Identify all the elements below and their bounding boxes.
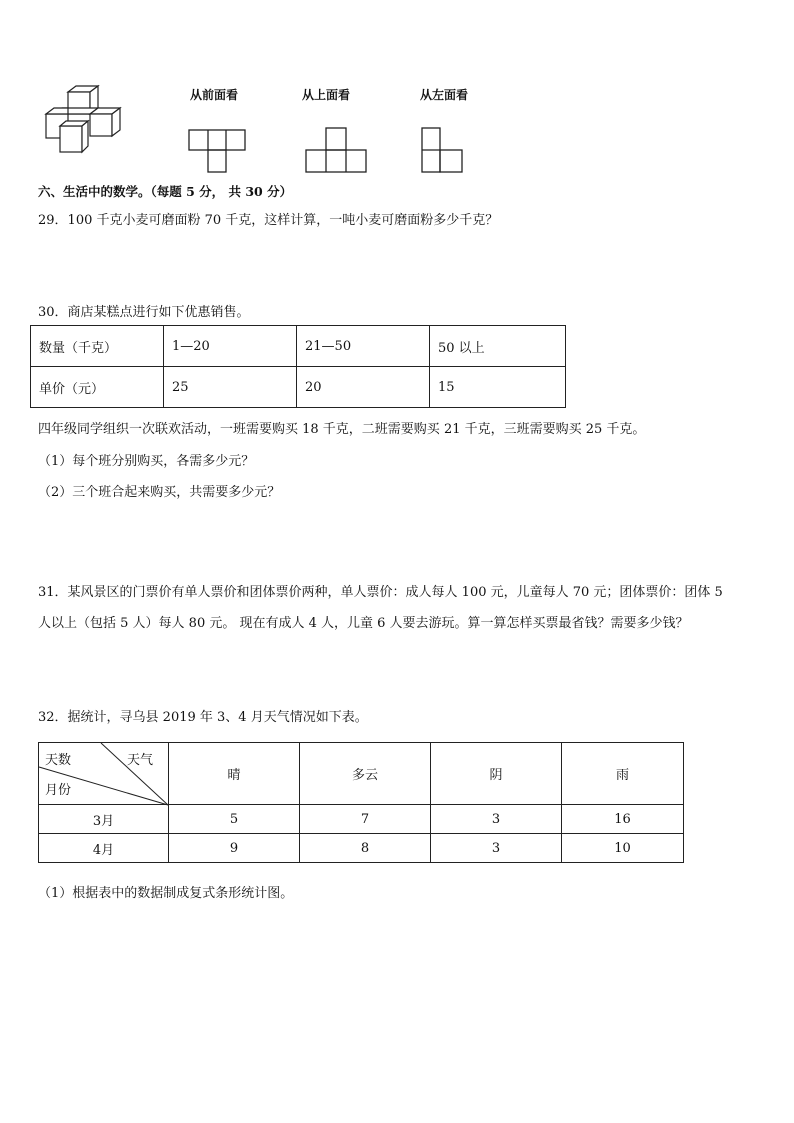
- table-cell: 20: [297, 367, 430, 408]
- question-29: 29．100 千克小麦可磨面粉 70 千克，这样计算，一吨小麦可磨面粉多少千克？: [38, 213, 499, 228]
- table-cell: 3: [431, 805, 562, 834]
- weather-header: 阴: [431, 743, 562, 805]
- table-cell: 21—50: [297, 326, 430, 367]
- table-header-row: [39, 743, 684, 805]
- question-30-intro: 30．商店某糕点进行如下优惠销售。: [38, 305, 250, 320]
- unit-price-header: 单价（元）: [31, 367, 164, 408]
- table-row: [39, 834, 684, 863]
- cube-solid-figure: [40, 84, 135, 156]
- table-cell: 5: [169, 805, 300, 834]
- front-view-drawing: [188, 128, 248, 174]
- question-30-description: 四年级同学组织一次联欢活动，一班需要购买 18 千克，二班需要购买 21 千克，三班需要购买 25 千克。: [38, 422, 646, 437]
- table-cell: 9: [169, 834, 300, 863]
- table-cell: 7: [300, 805, 431, 834]
- question-31-line2: 人以上（包括 5 人）每人 80 元。 现在有成人 4 人，儿童 6 人要去游玩。算一算怎样买票最省钱？需要多少钱？: [38, 616, 689, 631]
- table-cell: 3: [431, 834, 562, 863]
- question-30-sub2: （2）三个班合起来购买，共需要多少元？: [38, 485, 281, 500]
- corner-days-label: 天数: [45, 753, 72, 768]
- question-32-intro: 32．据统计，寻乌县 2019 年 3、4 月天气情况如下表。: [38, 710, 368, 725]
- question-30-sub1: （1）每个班分别购买，各需多少元？: [38, 454, 255, 469]
- top-view-drawing: [304, 126, 368, 174]
- table-cell: 15: [430, 367, 566, 408]
- weather-header: 多云: [300, 743, 431, 805]
- weather-header: 晴: [169, 743, 300, 805]
- table-cell: 25: [164, 367, 297, 408]
- table-row: [39, 805, 684, 834]
- table-cell: 50 以上: [430, 326, 566, 367]
- quantity-header: 数量（千克）: [31, 326, 164, 367]
- corner-weather-label: 天气: [127, 753, 154, 768]
- question-31-line1: 31．某风景区的门票价有单人票价和团体票价两种，单人票价：成人每人 100 元，儿童每人 70 元；团体票价：团体 5: [38, 585, 723, 600]
- left-view-drawing: [420, 126, 468, 174]
- weather-table: [38, 742, 684, 863]
- weather-header: 雨: [562, 743, 684, 805]
- question-32-sub1: （1）根据表中的数据制成复式条形统计图。: [38, 886, 294, 901]
- month-cell: 4月: [39, 834, 169, 863]
- table-cell: 10: [562, 834, 684, 863]
- table-row: [31, 367, 566, 408]
- front-view-label: 从前面看: [190, 88, 239, 102]
- section-six-title: 六、生活中的数学。（每题 5 分， 共 30 分）: [38, 184, 293, 199]
- price-table: [30, 325, 566, 408]
- table-cell: 8: [300, 834, 431, 863]
- corner-month-label: 月份: [45, 783, 72, 798]
- diagonal-corner-cell: [39, 743, 169, 805]
- month-cell: 3月: [39, 805, 169, 834]
- table-cell: 16: [562, 805, 684, 834]
- top-view-label: 从上面看: [302, 88, 351, 102]
- table-cell: 1—20: [164, 326, 297, 367]
- left-view-label: 从左面看: [420, 88, 469, 102]
- table-row: [31, 326, 566, 367]
